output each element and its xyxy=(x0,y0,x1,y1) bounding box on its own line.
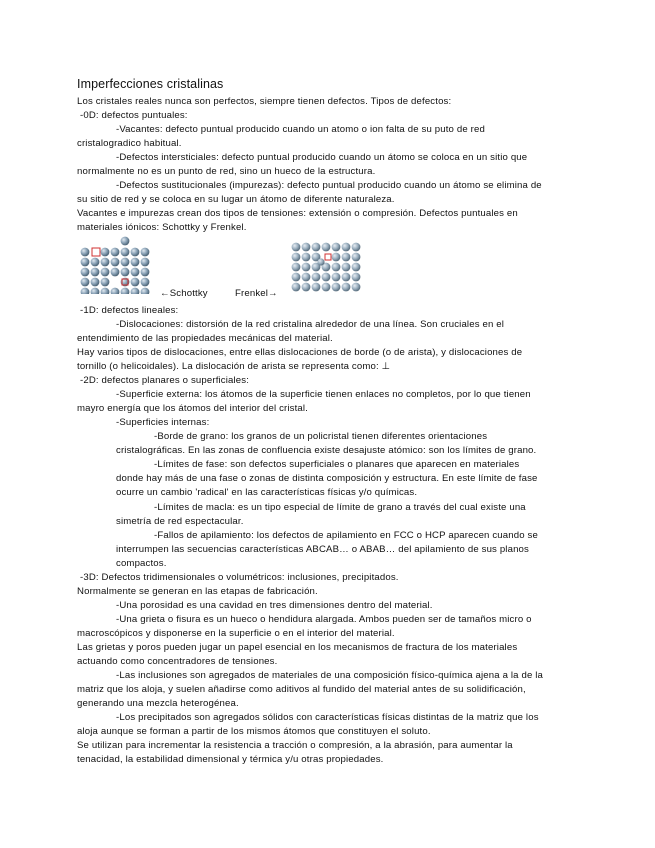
lattice-atom xyxy=(91,278,100,287)
lattice-atom xyxy=(131,248,140,257)
lattice-atom xyxy=(332,283,341,292)
surface-atom xyxy=(121,237,130,246)
lattice-atom xyxy=(292,243,301,252)
schottky-lattice-figure xyxy=(79,236,154,294)
lattice-atom xyxy=(101,288,110,294)
text-line: materiales iónicos: Schottky y Frenkel. xyxy=(77,222,247,233)
text-line: cristalográficas. En las zonas de confluencia existe desajuste atómico: son los límites de grano. xyxy=(116,445,537,456)
lattice-atom xyxy=(111,258,120,267)
lattice-atom xyxy=(101,278,110,287)
interstitial-atom xyxy=(317,258,324,265)
lattice-atom xyxy=(322,243,331,252)
lattice-atom xyxy=(131,258,140,267)
frenkel-label: Frenkel→ xyxy=(235,288,278,299)
lattice-atom xyxy=(81,288,90,294)
lattice-atom xyxy=(121,288,130,294)
page-title: Imperfecciones cristalinas xyxy=(77,77,224,91)
lattice-atom xyxy=(342,263,351,272)
lattice-atom xyxy=(352,253,361,262)
frenkel-vacancy-marker xyxy=(325,254,331,260)
text-line: Los cristales reales nunca son perfectos, siempre tienen defectos. Tipos de defectos: xyxy=(77,96,452,107)
section-heading-2d: -2D: defectos planares o superficiales: xyxy=(80,375,250,386)
lattice-atom xyxy=(342,283,351,292)
section-heading-3d: -3D: Defectos tridimensionales o volumétricos: inclusiones, precipitados. xyxy=(80,572,399,583)
lattice-atom xyxy=(81,248,90,257)
text-line: -Vacantes: defecto puntual producido cuando un atomo o ion falta de su puto de red xyxy=(116,124,485,135)
lattice-atom xyxy=(312,243,321,252)
text-line: aloja aunque se forman a partir de los mismos átomos que constituyen el soluto. xyxy=(77,726,431,737)
lattice-atom xyxy=(101,258,110,267)
lattice-atom xyxy=(352,273,361,282)
text-line: Normalmente se generan en las etapas de fabricación. xyxy=(77,586,318,597)
text-line: simetría de red espectacular. xyxy=(116,516,244,527)
lattice-atom xyxy=(131,288,140,294)
schottky-vacancy-marker xyxy=(92,248,100,256)
text-line: -Una porosidad es una cavidad en tres dimensiones dentro del material. xyxy=(116,600,433,611)
lattice-atom xyxy=(292,263,301,272)
text-line: tenacidad, la estabilidad dimensional y térmica y/u otras propiedades. xyxy=(77,754,384,765)
text-line: cristalogradico habitual. xyxy=(77,138,182,149)
lattice-atom xyxy=(302,243,311,252)
lattice-atom xyxy=(292,273,301,282)
lattice-atom xyxy=(141,258,150,267)
lattice-atom xyxy=(81,278,90,287)
lattice-atom xyxy=(352,243,361,252)
lattice-atom xyxy=(342,253,351,262)
text-line: tornillo (o helicoidales). La dislocación de arista se representa como: ⊥ xyxy=(77,361,391,372)
section-heading-0d: -0D: defectos puntuales: xyxy=(80,110,188,121)
text-line: -Límites de macla: es un tipo especial de límite de grano a través del cual existe una xyxy=(154,502,526,513)
lattice-atom xyxy=(332,253,341,262)
lattice-atom xyxy=(342,273,351,282)
text-line: interrumpen las secuencias características ABCAB… o ABAB… del apilamiento de sus planos xyxy=(116,544,529,555)
lattice-atom xyxy=(91,258,100,267)
lattice-atom xyxy=(322,273,331,282)
lattice-atom xyxy=(111,268,120,277)
lattice-atom xyxy=(81,258,90,267)
lattice-atom xyxy=(141,288,150,294)
text-line: -Borde de grano: los granos de un policristal tienen diferentes orientaciones xyxy=(154,431,488,442)
lattice-atom xyxy=(111,248,120,257)
text-line: Se utilizan para incrementar la resistencia a tracción o compresión, a la abrasión, para aumentar la xyxy=(77,740,513,751)
lattice-atom xyxy=(141,278,150,287)
lattice-atom xyxy=(141,248,150,257)
lattice-atom xyxy=(292,283,301,292)
text-line: matriz que los aloja, y suelen añadirse como aditivos al fundido del material antes de su solidificación, xyxy=(77,684,526,695)
text-line: -Defectos sustitucionales (impurezas): defecto puntual producido cuando un átomo se elimina de xyxy=(116,180,542,191)
lattice-atom xyxy=(141,268,150,277)
lattice-atom xyxy=(121,258,130,267)
lattice-atom xyxy=(302,283,311,292)
lattice-atom xyxy=(302,273,311,282)
lattice-atom xyxy=(312,273,321,282)
text-line: -Superficies internas: xyxy=(116,417,210,428)
text-line: -Los precipitados son agregados sólidos con características físicas distintas de la matriz que los xyxy=(116,712,539,723)
schottky-label: ←Schottky xyxy=(160,288,208,299)
lattice-atom xyxy=(131,268,140,277)
text-line: -Superficie externa: los átomos de la superficie tienen enlaces no completos, por lo que tienen xyxy=(116,389,531,400)
text-line: generando una mezcla heterogénea. xyxy=(77,698,239,709)
text-line: actuando como concentradores de tensiones. xyxy=(77,656,278,667)
lattice-atom xyxy=(131,278,140,287)
lattice-atom xyxy=(111,288,120,294)
lattice-atom xyxy=(121,268,130,277)
text-line: entendimiento de las propiedades mecánicas del material. xyxy=(77,333,333,344)
text-line: normalmente no es un punto de red, sino un hueco de la estructura. xyxy=(77,166,376,177)
lattice-atom xyxy=(302,253,311,262)
text-line: ocurre un cambio 'radical' en las características físicas y/o químicas. xyxy=(116,487,418,498)
lattice-atom xyxy=(121,248,130,257)
text-line: mayro energía que los átomos del interior del cristal. xyxy=(77,403,308,414)
text-line: compactos. xyxy=(116,558,167,569)
text-line: -Límites de fase: son defectos superficiales o planares que aparecen en materiales xyxy=(154,459,520,470)
text-line: -Las inclusiones son agregados de materiales de una composición físico-química ajena a la de la xyxy=(116,670,544,681)
lattice-atom xyxy=(352,263,361,272)
text-line: Las grietas y poros pueden jugar un papel esencial en los mecanismos de fractura de los materiales xyxy=(77,642,518,653)
text-line: su sitio de red y se coloca en su lugar un átomo de diferente naturaleza. xyxy=(77,194,395,205)
text-line: Vacantes e impurezas crean dos tipos de tensiones: extensión o compresión. Defectos puntuales en xyxy=(77,208,518,219)
section-heading-1d: -1D: defectos lineales: xyxy=(80,305,179,316)
lattice-atom xyxy=(352,283,361,292)
text-line: -Una grieta o fisura es un hueco o hendidura alargada. Ambos pueden ser de tamaños micro o xyxy=(116,614,532,625)
frenkel-lattice-figure xyxy=(290,240,364,298)
lattice-atom xyxy=(292,253,301,262)
text-line: Hay varios tipos de dislocaciones, entre ellas dislocaciones de borde (o de arista), y dislocaciones de xyxy=(77,347,523,358)
text-line: -Dislocaciones: distorsión de la red cristalina alrededor de una línea. Son cruciales en el xyxy=(116,319,505,330)
lattice-atom xyxy=(101,248,110,257)
lattice-atom xyxy=(312,283,321,292)
lattice-atom xyxy=(332,273,341,282)
lattice-atom xyxy=(332,243,341,252)
text-line: -Defectos intersticiales: defecto puntual producido cuando un átomo se coloca en un sitio que xyxy=(116,152,528,163)
lattice-atom xyxy=(342,243,351,252)
lattice-atom xyxy=(91,268,100,277)
text-line: -Fallos de apilamiento: los defectos de apilamiento en FCC o HCP aparecen cuando se xyxy=(154,530,538,541)
lattice-atom xyxy=(332,263,341,272)
lattice-atom xyxy=(91,288,100,294)
lattice-atom xyxy=(101,268,110,277)
lattice-atom xyxy=(322,283,331,292)
text-line: macroscópicos y disponerse en la superficie o en el interior del material. xyxy=(77,628,395,639)
lattice-atom xyxy=(81,268,90,277)
text-line: donde hay más de una fase o zonas de distinta composición y estructura. En este límite de fase xyxy=(116,473,538,484)
lattice-atom xyxy=(302,263,311,272)
